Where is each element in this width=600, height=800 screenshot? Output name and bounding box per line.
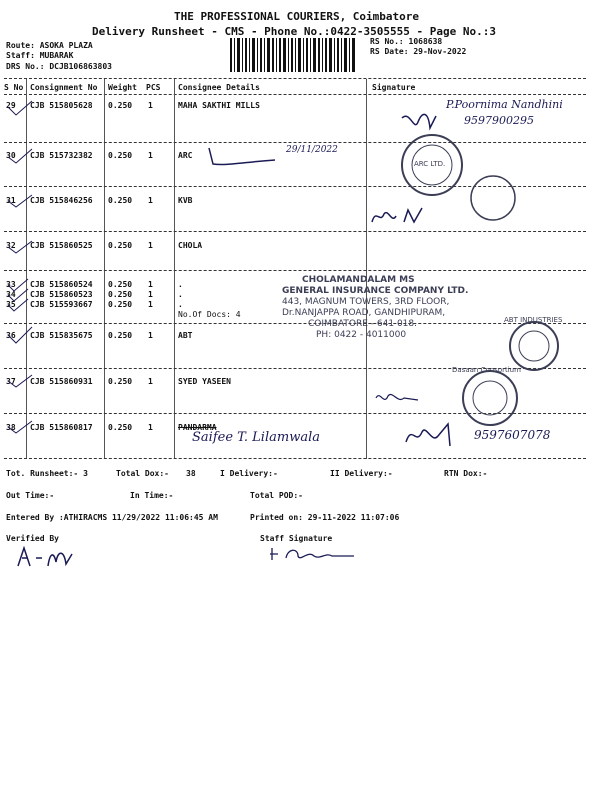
out-time-label: Out Time:- xyxy=(6,491,55,500)
company-title: THE PROFESSIONAL COURIERS, Coimbatore xyxy=(174,10,420,23)
row-32-details: CHOLA xyxy=(178,241,203,250)
row-35-pcs: 1 xyxy=(148,300,153,309)
signature-29-phone: 9597900295 xyxy=(464,114,534,127)
row-38-pcs: 1 xyxy=(148,423,153,432)
row-31-consignment: CJB 515846256 xyxy=(30,196,93,205)
no-of-docs: No.Of Docs: 4 xyxy=(178,310,241,319)
row-34-consignment: CJB 515860523 xyxy=(30,290,93,299)
row-33-sno: 33 xyxy=(6,280,16,289)
row-31-details: KVB xyxy=(178,196,193,205)
total-dox-label: Total Dox:- xyxy=(116,469,169,478)
row-37-pcs: 1 xyxy=(148,377,153,386)
row-30-pcs: 1 xyxy=(148,151,153,160)
rtn-dox-label: RTN Dox:- xyxy=(444,469,488,478)
row-29-details: MAHA SAKTHI MILLS xyxy=(178,101,260,110)
staff-signature-label: Staff Signature xyxy=(260,534,333,543)
i-delivery-label: I Delivery:- xyxy=(220,469,278,478)
verified-by-signature xyxy=(14,544,84,570)
row-30-weight: 0.250 xyxy=(108,151,133,160)
barcode-image xyxy=(230,38,356,72)
row-35-details: . xyxy=(178,300,183,309)
row-31-pcs: 1 xyxy=(148,196,153,205)
row-34-weight: 0.250 xyxy=(108,290,133,299)
col-header-consignee: Consignee Details xyxy=(178,83,260,92)
route-label: Route: ASOKA PLAZA xyxy=(6,41,93,50)
total-dox-value: 38 xyxy=(186,469,196,478)
tick-marks-overlay xyxy=(4,95,44,440)
staff-signature-scribble xyxy=(268,544,368,564)
row-32-pcs: 1 xyxy=(148,241,153,250)
row-36-consignment: CJB 515835675 xyxy=(30,331,93,340)
row-29-consignment: CJB 515805628 xyxy=(30,101,93,110)
chola-stamp-line5: COIMBATORE - 641 018. xyxy=(308,319,417,329)
row-33-consignment: CJB 515860524 xyxy=(30,280,93,289)
row-36-pcs: 1 xyxy=(148,331,153,340)
signature-38-phone: 9597607078 xyxy=(474,428,551,442)
row-32-consignment: CJB 515860525 xyxy=(30,241,93,250)
row-36-sno: 36 xyxy=(6,331,16,340)
row-38-consignment: CJB 515860817 xyxy=(30,423,93,432)
row-38-details: PANDARMA xyxy=(178,423,217,432)
chola-stamp-line2: GENERAL INSURANCE COMPANY LTD. xyxy=(282,286,469,296)
row-33-pcs: 1 xyxy=(148,280,153,289)
row-35-weight: 0.250 xyxy=(108,300,133,309)
row-32-weight: 0.250 xyxy=(108,241,133,250)
row-34-pcs: 1 xyxy=(148,290,153,299)
row-36-weight: 0.250 xyxy=(108,331,133,340)
row-38-weight: 0.250 xyxy=(108,423,133,432)
row-29-pcs: 1 xyxy=(148,101,153,110)
signature-29-name: P.Poornima Nandhini xyxy=(446,98,563,111)
row-32-sno: 32 xyxy=(6,241,16,250)
row-34-details: . xyxy=(178,290,183,299)
col-header-consignment: Consignment No xyxy=(30,83,98,92)
arc-stamp-text: ARC LTD. xyxy=(414,160,446,168)
row-30-consignment: CJB 515732382 xyxy=(30,151,93,160)
in-time-label: In Time:- xyxy=(130,491,174,500)
row-33-details: . xyxy=(178,280,183,289)
row-37-sno: 37 xyxy=(6,377,16,386)
row-35-sno: 35 xyxy=(6,300,16,309)
signature-31-scribble xyxy=(370,202,450,232)
row-36-details: ABT xyxy=(178,331,193,340)
row-33-weight: 0.250 xyxy=(108,280,133,289)
row-38-sno: 38 xyxy=(6,423,16,432)
signature-37-scribble xyxy=(374,388,424,408)
row-35-consignment: CJB 515593667 xyxy=(30,300,93,309)
printed-on: Printed on: 29-11-2022 11:07:06 xyxy=(250,513,400,522)
col-header-weight: Weight xyxy=(108,83,137,92)
chola-stamp-line1: CHOLAMANDALAM MS xyxy=(302,275,415,285)
runsheet-subtitle: Delivery Runsheet - CMS - Phone No.:0422-3505555 - Page No.:3 xyxy=(92,25,496,38)
row-29-sno: 29 xyxy=(6,101,16,110)
abt-stamp-text: ABT INDUSTRIES xyxy=(504,316,563,324)
row-31-weight: 0.250 xyxy=(108,196,133,205)
drs-number: DRS No.: DCJB106863803 xyxy=(6,62,112,71)
rs-number: RS No.: 1068638 xyxy=(370,37,443,46)
abt-round-stamp xyxy=(508,320,560,372)
chola-stamp-line4: Dr.NANJAPPA ROAD, GANDHIPURAM, xyxy=(282,308,446,318)
row-30-sno: 30 xyxy=(6,151,16,160)
rs-date: RS Date: 29-Nov-2022 xyxy=(370,47,467,56)
signature-30-scribble xyxy=(205,144,285,174)
row-37-details: SYED YASEEN xyxy=(178,377,231,386)
row-30-details: ARC xyxy=(178,151,193,160)
row-37-consignment: CJB 515860931 xyxy=(30,377,93,386)
chola-stamp-line3: 443, MAGNUM TOWERS, 3RD FLOOR, xyxy=(282,297,450,307)
tot-runsheet: Tot. Runsheet:- 3 xyxy=(6,469,88,478)
signature-30-date: 29/11/2022 xyxy=(286,145,338,155)
dasaan-round-stamp xyxy=(460,368,520,428)
row-34-sno: 34 xyxy=(6,290,16,299)
dasaan-stamp-text: Dasaan Consortium xyxy=(452,366,521,374)
row-29-weight: 0.250 xyxy=(108,101,133,110)
staff-label: Staff: MUBARAK xyxy=(6,51,74,60)
verified-by-label: Verified By xyxy=(6,534,59,543)
row-37-weight: 0.250 xyxy=(108,377,133,386)
signature-38-name: Saifee T. Lilamwala xyxy=(192,430,320,445)
col-header-signature: Signature xyxy=(372,83,416,92)
entered-by: Entered By :ATHIRACMS 11/29/2022 11:06:45 AM xyxy=(6,513,218,522)
round-stamp-2 xyxy=(468,168,518,228)
row-31-sno: 31 xyxy=(6,196,16,205)
chola-stamp-line6: PH: 0422 - 4011000 xyxy=(316,330,407,340)
ii-delivery-label: II Delivery:- xyxy=(330,469,393,478)
col-header-pcs: PCS xyxy=(146,83,161,92)
total-pod-label: Total POD:- xyxy=(250,491,303,500)
col-header-sno: S No xyxy=(4,83,24,92)
